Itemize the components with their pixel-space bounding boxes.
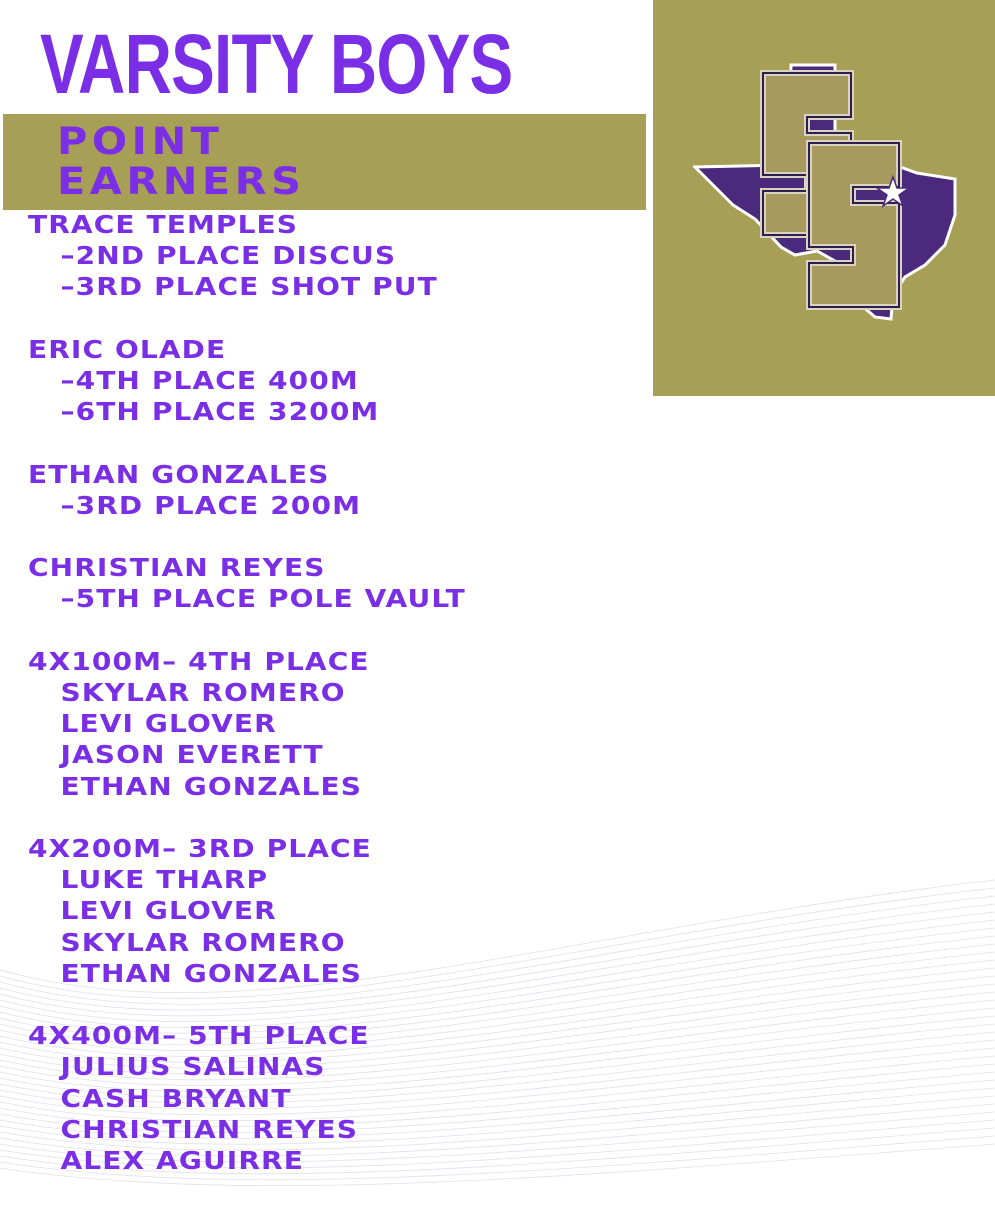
entry-item: –5TH PLACE POLE VAULT — [60, 584, 466, 614]
point-earners-list — [28, 209, 648, 1207]
entry-item: JULIUS SALINAS — [60, 1052, 326, 1082]
entry-block — [28, 459, 648, 521]
entry-item: LEVI GLOVER — [60, 896, 277, 926]
entry-block — [28, 209, 648, 303]
entry-block — [28, 833, 648, 989]
entry-name: ERIC OLADE — [28, 334, 227, 364]
entry-item: CHRISTIAN REYES — [60, 1114, 359, 1144]
entry-name: 4X200M– 3RD PLACE — [28, 833, 372, 863]
banner-line-2: EARNERS — [57, 160, 306, 203]
entry-item: JASON EVERETT — [60, 740, 324, 770]
entry-name: TRACE TEMPLES — [28, 210, 299, 239]
entry-item: ETHAN GONZALES — [60, 958, 363, 988]
entry-item: ALEX AGUIRRE — [60, 1146, 304, 1175]
entry-name: ETHAN GONZALES — [28, 459, 330, 489]
entry-item: –6TH PLACE 3200M — [60, 397, 380, 427]
entry-block — [28, 1020, 648, 1176]
entry-name: 4X100M– 4TH PLACE — [28, 646, 370, 676]
entry-block — [28, 646, 648, 802]
entry-item: –2ND PLACE DISCUS — [60, 241, 397, 271]
entry-item: CASH BRYANT — [60, 1083, 292, 1113]
entry-item: LEVI GLOVER — [60, 709, 277, 739]
entry-block — [28, 552, 648, 614]
banner-line-1: POINT — [57, 120, 224, 163]
entry-item: –3RD PLACE 200M — [60, 490, 362, 520]
entry-item: SKYLAR ROMERO — [60, 677, 346, 707]
entry-item: SKYLAR ROMERO — [60, 927, 346, 957]
entry-item: LUKE THARP — [60, 865, 269, 895]
entry-name: CHRISTIAN REYES — [28, 553, 326, 583]
point-earners-banner — [3, 114, 646, 210]
entry-block — [28, 334, 648, 428]
ss-texas-logo-icon — [693, 55, 958, 325]
entry-item: –3RD PLACE SHOT PUT — [60, 272, 438, 302]
entry-item: –4TH PLACE 400M — [60, 366, 359, 395]
entry-name: 4X400M– 5TH PLACE — [28, 1021, 370, 1051]
entry-item: ETHAN GONZALES — [60, 771, 363, 801]
page-title: VARSITY BOYS — [40, 17, 513, 111]
